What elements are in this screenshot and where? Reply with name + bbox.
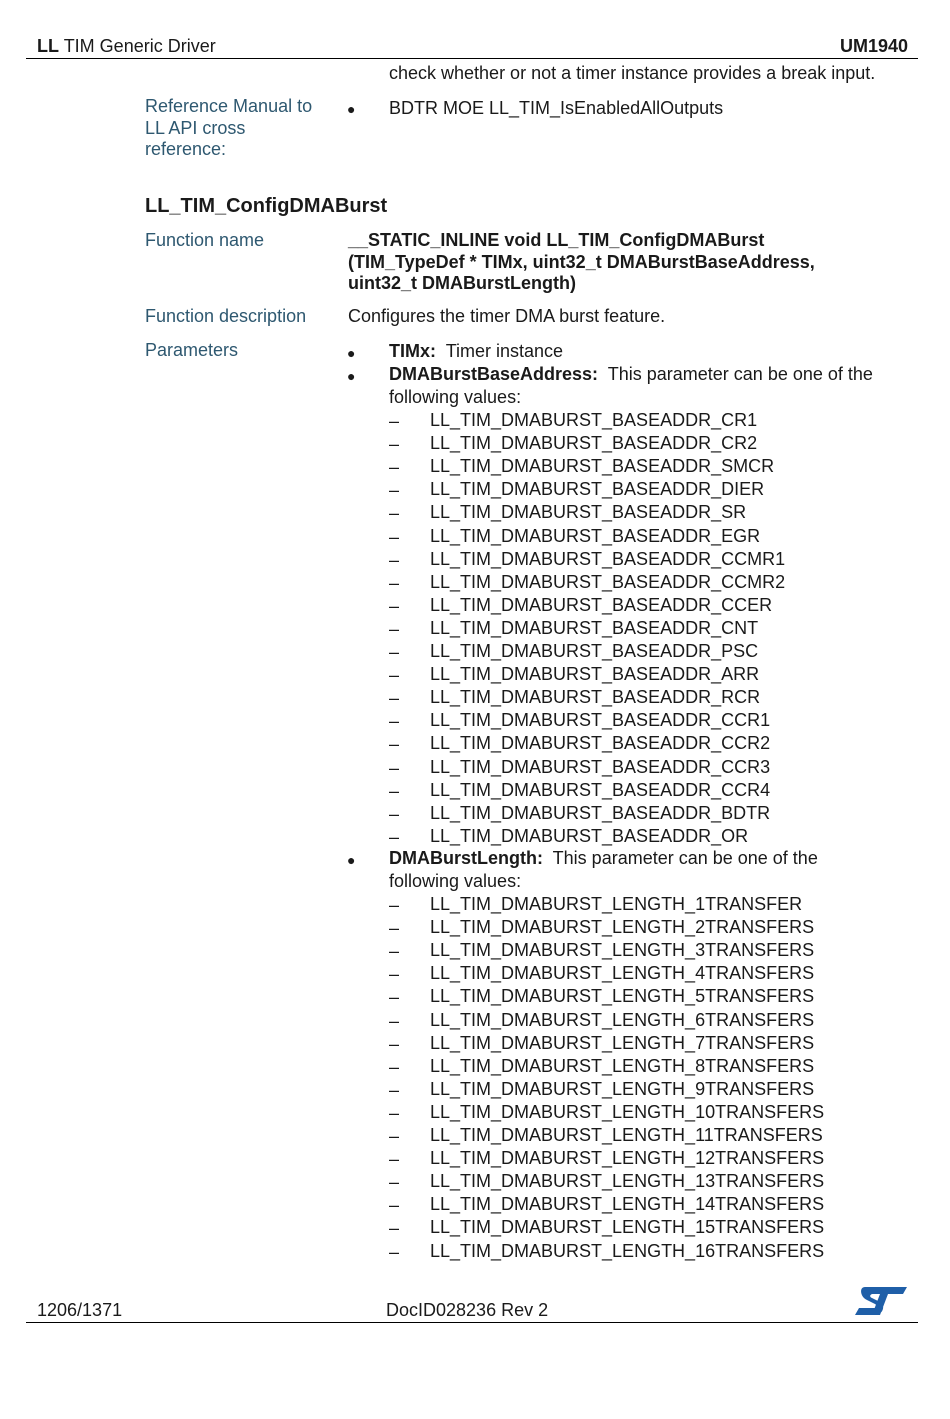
doc-id: DocID028236 Rev 2: [386, 1300, 549, 1320]
signature-line: uint32_t DMABurstLength): [348, 273, 576, 293]
value-item: LL_TIM_DMABURST_BASEADDR_CCR2: [430, 733, 771, 754]
dash-bullet-icon: –: [389, 1102, 400, 1123]
value-item: LL_TIM_DMABURST_BASEADDR_ARR: [430, 664, 760, 685]
dash-bullet-icon: –: [389, 734, 400, 755]
dash-bullet-icon: –: [389, 457, 400, 478]
value-item: LL_TIM_DMABURST_LENGTH_4TRANSFERS: [430, 963, 815, 984]
dash-bullet-icon: –: [389, 711, 400, 732]
previous-description-continuation: check whether or not a timer instance provides a break input.: [389, 63, 876, 83]
header-title: TIM Generic Driver: [63, 36, 216, 56]
value-item: LL_TIM_DMABURST_LENGTH_6TRANSFERS: [430, 1009, 815, 1030]
param-desc-cont: following values:: [389, 871, 522, 891]
value-item: LL_TIM_DMABURST_BASEADDR_CCMR1: [430, 548, 786, 569]
dash-bullet-icon: –: [389, 895, 400, 915]
bullet-icon: ●: [347, 101, 356, 117]
dash-bullet-icon: –: [389, 1149, 400, 1170]
param-desc: Timer instance: [445, 341, 564, 361]
header-rule: [26, 58, 918, 59]
value-item: LL_TIM_DMABURST_BASEADDR_EGR: [430, 525, 761, 546]
dash-bullet-icon: –: [389, 595, 400, 616]
value-item: LL_TIM_DMABURST_LENGTH_9TRANSFERS: [430, 1078, 815, 1099]
param-timx: [389, 340, 563, 363]
running-header-left: [37, 36, 216, 57]
ref-label: [145, 96, 312, 161]
bullet-icon: ●: [347, 368, 356, 384]
param-desc: This parameter can be one of the: [552, 848, 818, 868]
dash-bullet-icon: –: [389, 918, 400, 939]
dash-bullet-icon: –: [389, 572, 400, 593]
dash-bullet-icon: –: [389, 503, 400, 524]
value-item: LL_TIM_DMABURST_BASEADDR_PSC: [430, 641, 759, 661]
value-item: LL_TIM_DMABURST_BASEADDR_CNT: [430, 617, 759, 638]
value-item: LL_TIM_DMABURST_LENGTH_8TRANSFERS: [430, 1055, 815, 1076]
function-name-label: Function name: [145, 230, 265, 250]
value-item: LL_TIM_DMABURST_LENGTH_12TRANSFERS: [430, 1148, 825, 1169]
value-item: LL_TIM_DMABURST_BASEADDR_CR1: [430, 410, 758, 430]
value-item: LL_TIM_DMABURST_BASEADDR_CCER: [430, 594, 773, 615]
dash-bullet-icon: –: [389, 757, 400, 778]
dash-bullet-icon: –: [389, 618, 400, 639]
ref-label-line: LL API cross: [145, 117, 246, 138]
footer-rule: [26, 1322, 918, 1323]
dash-bullet-icon: –: [389, 549, 400, 570]
dash-bullet-icon: –: [389, 1218, 400, 1239]
dash-bullet-icon: –: [389, 665, 400, 686]
dash-bullet-icon: –: [389, 1056, 400, 1077]
value-item: LL_TIM_DMABURST_LENGTH_16TRANSFERS: [430, 1240, 825, 1261]
bullet-icon: ●: [347, 852, 356, 868]
value-item: LL_TIM_DMABURST_BASEADDR_DIER: [430, 479, 765, 500]
ref-item: BDTR MOE LL_TIM_IsEnabledAllOutputs: [389, 98, 724, 118]
value-item: LL_TIM_DMABURST_BASEADDR_SR: [430, 502, 747, 523]
param-base-address: [389, 363, 873, 409]
ref-label-line: Reference Manual to: [145, 96, 313, 116]
dash-bullet-icon: –: [389, 1195, 400, 1216]
value-item: LL_TIM_DMABURST_LENGTH_15TRANSFERS: [430, 1217, 825, 1238]
dash-bullet-icon: –: [389, 1241, 400, 1262]
value-item: LL_TIM_DMABURST_LENGTH_2TRANSFERS: [430, 917, 815, 938]
value-item: LL_TIM_DMABURST_BASEADDR_RCR: [430, 687, 761, 708]
function-signature: [348, 230, 815, 295]
param-desc: This parameter can be one of the: [607, 364, 873, 384]
value-item: LL_TIM_DMABURST_BASEADDR_BDTR: [430, 802, 771, 823]
value-item: LL_TIM_DMABURST_BASEADDR_CCR3: [430, 756, 771, 777]
value-item: LL_TIM_DMABURST_BASEADDR_CR2: [430, 433, 758, 454]
signature-line: __STATIC_INLINE void LL_TIM_ConfigDMABurst: [348, 230, 765, 250]
param-desc-cont: following values:: [389, 387, 522, 407]
value-item: LL_TIM_DMABURST_LENGTH_3TRANSFERS: [430, 940, 815, 961]
value-item: LL_TIM_DMABURST_LENGTH_10TRANSFERS: [430, 1101, 825, 1122]
value-item: LL_TIM_DMABURST_BASEADDR_CCMR2: [430, 571, 786, 592]
param-name: DMABurstLength:: [389, 848, 543, 868]
dash-bullet-icon: –: [389, 480, 400, 501]
value-item: LL_TIM_DMABURST_LENGTH_1TRANSFER: [430, 894, 803, 914]
dash-bullet-icon: –: [389, 941, 400, 962]
value-item: LL_TIM_DMABURST_LENGTH_13TRANSFERS: [430, 1171, 825, 1192]
dash-bullet-icon: –: [389, 964, 400, 985]
value-item: LL_TIM_DMABURST_LENGTH_11TRANSFERS: [430, 1125, 823, 1145]
st-logo-icon: [853, 1285, 909, 1317]
dash-bullet-icon: –: [389, 1172, 400, 1193]
section-title: LL_TIM_ConfigDMABurst: [145, 195, 388, 217]
dash-bullet-icon: –: [389, 1010, 400, 1031]
ref-label-line: reference:: [145, 139, 227, 159]
bullet-icon: ●: [347, 345, 356, 361]
dash-bullet-icon: –: [389, 434, 400, 455]
dash-bullet-icon: –: [389, 780, 400, 801]
dash-bullet-icon: –: [389, 1079, 400, 1100]
param-name: DMABurstBaseAddress:: [389, 364, 599, 384]
parameters-label: Parameters: [145, 340, 239, 360]
dash-bullet-icon: –: [389, 526, 400, 547]
dash-bullet-icon: –: [389, 411, 400, 431]
value-item: LL_TIM_DMABURST_BASEADDR_CCR1: [430, 710, 771, 731]
value-item: LL_TIM_DMABURST_BASEADDR_SMCR: [430, 456, 775, 477]
dash-bullet-icon: –: [389, 826, 400, 847]
value-item: LL_TIM_DMABURST_LENGTH_5TRANSFERS: [430, 986, 815, 1007]
param-burst-length: [389, 847, 818, 893]
header-bold: LL: [37, 36, 59, 56]
dash-bullet-icon: –: [389, 1033, 400, 1054]
param-name: TIMx:: [389, 341, 436, 361]
function-description-label: Function description: [145, 306, 307, 326]
value-item: LL_TIM_DMABURST_BASEADDR_CCR4: [430, 779, 771, 800]
page-number: 1206/1371: [37, 1300, 123, 1320]
signature-line: (TIM_TypeDef * TIMx, uint32_t DMABurstBaseAddress,: [348, 251, 815, 272]
dash-bullet-icon: –: [389, 642, 400, 662]
value-item: LL_TIM_DMABURST_LENGTH_7TRANSFERS: [430, 1032, 815, 1053]
dash-bullet-icon: –: [389, 987, 400, 1008]
value-item: LL_TIM_DMABURST_LENGTH_14TRANSFERS: [430, 1194, 825, 1215]
dash-bullet-icon: –: [389, 803, 400, 824]
dash-bullet-icon: –: [389, 1126, 400, 1146]
dash-bullet-icon: –: [389, 688, 400, 709]
value-item: LL_TIM_DMABURST_BASEADDR_OR: [430, 825, 749, 846]
function-description: Configures the timer DMA burst feature.: [348, 306, 666, 326]
document-code: UM1940: [839, 36, 908, 56]
